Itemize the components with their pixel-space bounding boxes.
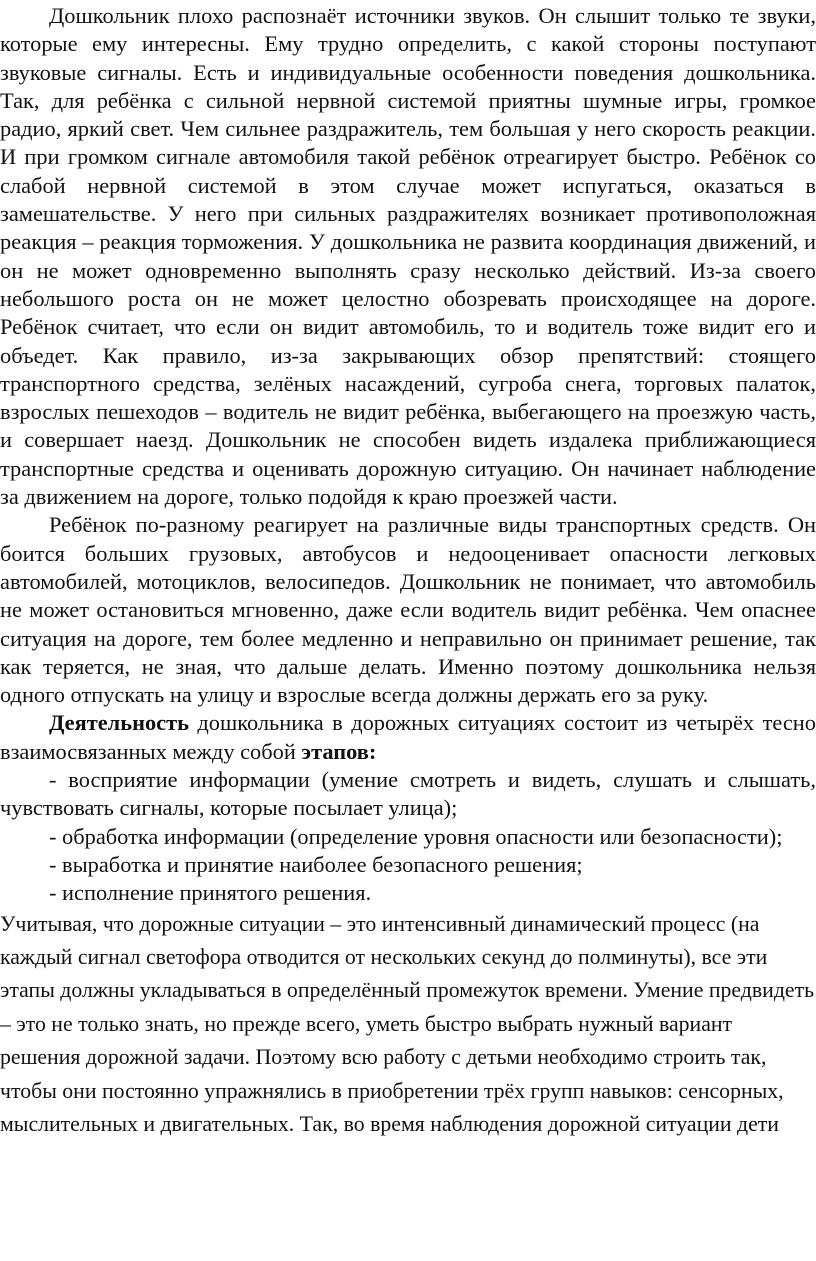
list-item: - обработка информации (определение уровня опасности или безопасности); bbox=[49, 823, 783, 849]
bold-term-stages: этапов: bbox=[301, 738, 377, 764]
paragraph-preschooler-perception: Дошкольник плохо распознаёт источники звуков. Он слышит только те звуки, которые ему интересны. Ему трудно определить, с какой стороны поступают звуковые сигналы. Есть и индивидуальные особенности поведения дошкольника. Так, для ребёнка с сильной нервной системой приятны шумные игры, громкое радио, яркий свет. Чем сильнее раздражитель, тем большая у него скорость реакции. И при громком сигнале автомобиля такой ребёнок отреагирует быстро. Ребёнок со слабой нервной системой в этом случае может испугаться, оказаться в замешательстве. У него при сильных раздражителях возникает противоположная реакция – реакция торможения. У дошкольника не развита координация движений, и он не может одновременно выполнять сразу несколько действий. Из-за своего небольшого роста он не может целостно обозревать происходящее на дороге. Ребёнок считает, что если он видит автомобиль, то и водитель тоже видит его и объедет. Как правило, из-за закрывающих обзор препятствий: стоящего транспортного средства, зелёных насаждений, сугроба снега, торговых палаток, взрослых пешеходов – водитель не видит ребёнка, выбегающего на проезжую часть, и совершает наезд. Дошкольник не способен видеть издалека приближающиеся транспортные средства и оценивать дорожную ситуацию. Он начинает наблюдение за движением на дороге, только подойдя к краю проезжей части. bbox=[0, 3, 816, 510]
stages-intro-text: дошкольника в дорожных ситуациях состоит из четырёх тесно взаимосвязанных между собой bbox=[0, 710, 816, 764]
list-item: - восприятие информации (умение смотреть и видеть, слушать и слышать, чувствовать сигналы, которые посылает улица); bbox=[0, 767, 816, 821]
paragraph-activity-stages bbox=[0, 709, 816, 766]
paragraph-dynamic-process: Учитывая, что дорожные ситуации – это интенсивный динамический процесс (на каждый сигнал светофора отводится от нескольких секунд до полминуты), все эти этапы должны укладываться в определённый промежуток времени. Умение предвидеть – это не только знать, но прежде всего, уметь быстро выбрать нужный вариант решения дорожной задачи. Поэтому всю работу с детьми необходимо строить так, чтобы они постоянно упражнялись в приобретении трёх групп навыков: сенсорных, мыслительных и двигательных. Так, во время наблюдения дорожной ситуации дети bbox=[0, 911, 815, 1136]
bold-term-activity: Деятельность bbox=[49, 710, 189, 736]
paragraph-vehicle-reaction: Ребёнок по-разному реагирует на различные виды транспортных средств. Он боится больших грузовых, автобусов и недооценивает опасности легковых автомобилей, мотоциклов, велосипедов. Дошкольник не понимает, что автомобиль не может остановиться мгновенно, даже если водитель видит ребёнка. Чем опаснее ситуация на дороге, тем более медленно и неправильно он принимает решение, так как теряется, не зная, что дальше делать. Именно поэтому дошкольника нельзя одного отпускать на улицу и взрослые всегда должны держать его за руку. bbox=[0, 512, 816, 708]
list-item: - исполнение принятого решения. bbox=[49, 880, 372, 906]
document-page bbox=[0, 2, 816, 1141]
list-item: - выработка и принятие наиболее безопасного решения; bbox=[49, 851, 583, 877]
